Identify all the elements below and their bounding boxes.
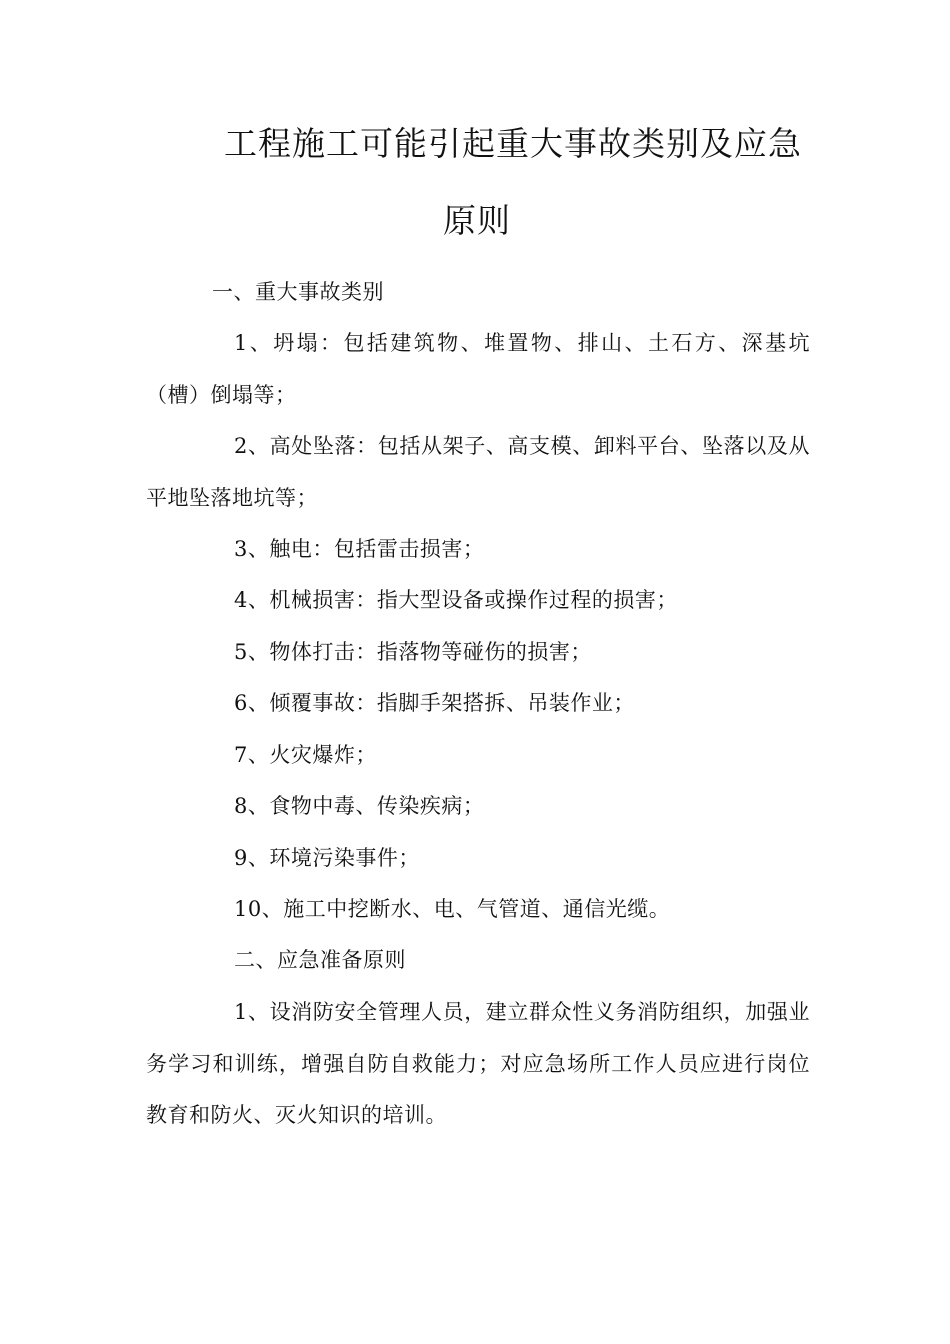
list-item-fire-explosion: 7、火灾爆炸； [234, 743, 377, 767]
section-heading-accident-types: 一、重大事故类别 [212, 280, 384, 304]
list-item-mechanical-injury: 4、机械损害：指大型设备或操作过程的损害； [234, 588, 678, 612]
list-item-food-poisoning: 8、食物中毒、传染疾病； [234, 794, 485, 818]
list-item-environmental-pollution: 9、环境污染事件； [234, 846, 420, 870]
list-item-overturning: 6、倾覆事故：指脚手架搭拆、吊装作业； [234, 691, 635, 715]
document-title-line-1: 工程施工可能引起重大事故类别及应急 [224, 124, 802, 163]
list-item-object-strike: 5、物体打击：指落物等碰伤的损害； [234, 640, 592, 664]
emergency-principle-item: 1、设消防安全管理人员，建立群众性义务消防组织，加强业务学习和训练，增强自防自救能力；对应急场所工作人员应进行岗位教育和防火、灭火知识的培训。 [146, 1000, 810, 1127]
list-item-utility-damage: 10、施工中挖断水、电、气管道、通信光缆。 [234, 897, 671, 921]
document-title-line-2: 原则 [443, 201, 511, 240]
list-item-collapse: 1、坍塌：包括建筑物、堆置物、排山、土石方、深基坑（槽）倒塌等； [146, 331, 810, 407]
section-heading-emergency-principles: 二、应急准备原则 [234, 948, 406, 972]
list-item-electric-shock: 3、触电：包括雷击损害； [234, 537, 485, 561]
list-item-fall-from-height: 2、高处坠落：包括从架子、高支模、卸料平台、坠落以及从平地坠落地坑等； [146, 434, 810, 510]
